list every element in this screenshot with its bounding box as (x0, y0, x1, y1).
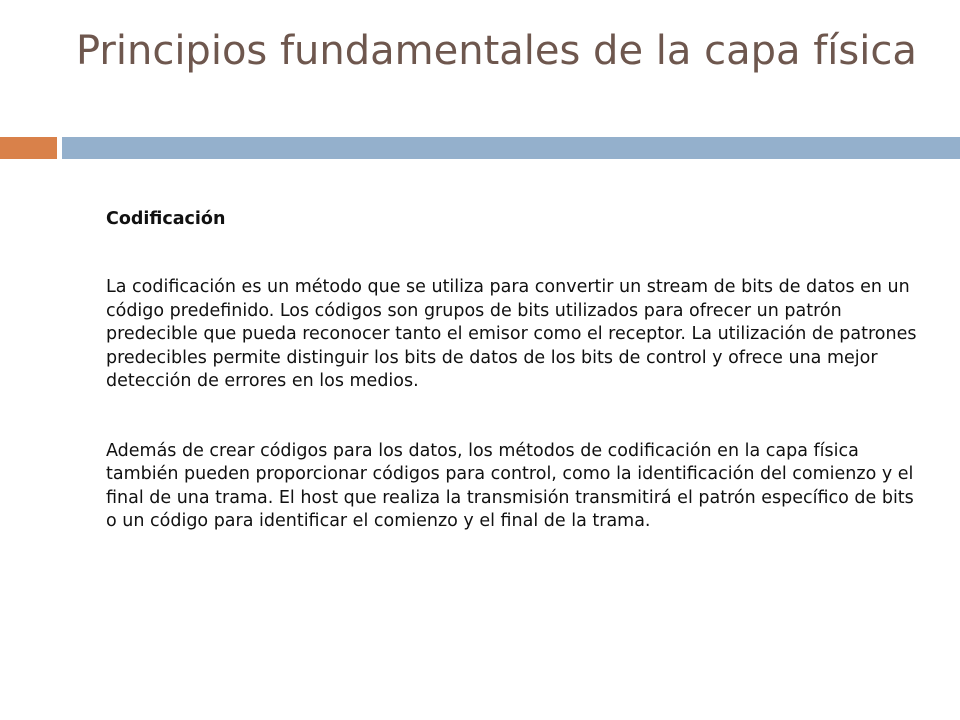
paragraph-control-codes: Además de crear códigos para los datos, los métodos de codificación en la capa física también pueden proporcionar códigos para control, como la identificación del comienzo y el final de una trama. El host que realiza la transmisión transmitirá el patrón específico de bits o un código para identificar el comienzo y el final de la trama. (106, 440, 914, 531)
slide-content (106, 206, 918, 534)
paragraph-encoding-definition: La codificación es un método que se utiliza para convertir un stream de bits de datos en un código predefinido. Los códigos son grupos de bits utilizados para ofrecer un patrón predecible que pueda reconocer tanto el emisor como el receptor. La utilización de patrones predecibles permite distinguir los bits de datos de los bits de control y ofrece una mejor detección de errores en los medios. (106, 277, 917, 391)
slide-title: Principios fundamentales de la capa física (76, 28, 917, 74)
title-rule-bar (62, 137, 960, 159)
section-heading: Codificación (106, 209, 226, 229)
title-accent-bar (0, 137, 57, 159)
